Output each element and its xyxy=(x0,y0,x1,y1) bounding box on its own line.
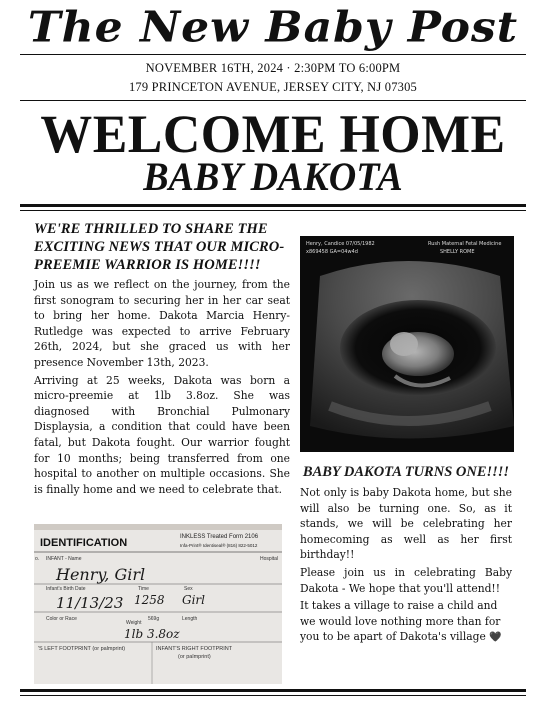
sonogram-header-right-1: Rush Maternal Fetal Medicine xyxy=(428,241,502,247)
heart-icon: 🖤 xyxy=(489,632,502,644)
story-kicker: WE'RE THRILLED TO SHARE THE EXCITING NEWS THAT OUR MICRO-PREEMIE WARRIOR IS HOME!!!! xyxy=(34,221,285,273)
id-card-title: IDENTIFICATION xyxy=(40,537,128,549)
id-card-photo xyxy=(34,524,282,684)
id-card-weight-label: Weight xyxy=(126,620,142,626)
rule-bottom-thick xyxy=(20,689,526,692)
rule-top xyxy=(20,54,526,55)
id-card-hospital-label: Hospital xyxy=(260,556,279,562)
id-card-brand: Infa-Print® Identiseal® (816) 822-5012 xyxy=(180,543,258,548)
story-paragraph-2: Arriving at 25 weeks, Dakota was born a micro-preemie at 1lb 3.8oz. She was diagnosed with Bronchial Pulmonary Displaysia, a condition that could have been fatal, but Dakota fought. Our warrior fought for 10 months; being transferred from one hospital to another on multiple occasions. She is finally home and we need to celebrate that. xyxy=(34,373,290,496)
id-card-infant-name: Henry, Girl xyxy=(56,565,146,584)
story-column xyxy=(34,220,290,499)
sonogram-header-right-2: SHELLY ROME xyxy=(440,249,475,255)
headline-baby-dakota: BABY DAKOTA xyxy=(143,154,403,199)
turns-one-paragraph-1: Not only is baby Dakota home, but she will also be turning one. So, as it stands, we will be celebrating her homecoming as well as her first birthday!! xyxy=(300,486,512,562)
sonogram-image xyxy=(300,236,514,452)
id-card-left-footprint: 'S LEFT FOOTPRINT (or palmprint) xyxy=(38,646,126,652)
id-card-birth-date-label: Infant's Birth Date xyxy=(46,586,86,592)
sonogram-header-left-2: x869458 GA=04w4d xyxy=(306,249,358,255)
id-card-sex: Girl xyxy=(182,593,205,607)
turns-one-paragraph-2: Please join us in celebrating Baby Dakota - We hope that you'll attend!! xyxy=(300,565,512,595)
id-card-right-footprint-2: (or palmprint) xyxy=(178,654,211,660)
id-card-weight: 1lb 3.8oz xyxy=(124,627,180,641)
id-card-infant-name-label: INFANT - Name xyxy=(46,556,82,562)
id-card-color-label: Color or Race xyxy=(46,616,77,622)
id-card-birth-date: 11/13/23 xyxy=(56,594,124,612)
rule-under-address xyxy=(20,100,526,101)
turns-one-subhead: BABY DAKOTA TURNS ONE!!!! xyxy=(302,464,510,480)
id-card-no-label: o. xyxy=(35,556,40,562)
id-card-length-label: Length xyxy=(182,616,198,622)
turns-one-paragraph-3 xyxy=(300,598,512,646)
masthead-title: The New Baby Post xyxy=(27,3,519,52)
event-address: 179 PRINCETON AVENUE, JERSEY CITY, NJ 07305 xyxy=(128,80,418,94)
event-date-time: NOVEMBER 16TH, 2024 · 2:30PM TO 6:00PM xyxy=(145,61,401,75)
id-card-right-footprint-1: INFANT'S RIGHT FOOTPRINT xyxy=(156,646,233,652)
rule-under-headline-thin xyxy=(20,210,526,211)
headline-welcome-home: WELCOME HOME xyxy=(40,104,506,164)
id-card-image xyxy=(34,524,282,684)
rule-under-headline-thick xyxy=(20,204,526,207)
id-card-time-label: Time xyxy=(138,586,149,592)
rule-bottom-thin xyxy=(20,695,526,696)
id-card-weight-grams: 569g xyxy=(148,616,160,622)
story-paragraph-1: Join us as we reflect on the journey, from the first sonogram to securing her in her car seat to bring her home. Dakota Marcia Henry-Rutledge was expected to arrive February 26th, 2024, but she graced us with her presence November 13th, 2023. xyxy=(34,278,290,369)
id-card-sex-label: Sex xyxy=(184,586,193,592)
turns-one-paragraph-3-text: It takes a village to raise a child and we would love nothing more than for you to be apart of Dakota's village xyxy=(300,599,501,644)
sonogram-header-left-1: Henry, Candice 07/05/1982 xyxy=(306,241,375,247)
turns-one-column xyxy=(300,463,512,648)
id-card-time: 1258 xyxy=(134,593,165,607)
id-card-form-name: INKLESS Treated Form 2106 xyxy=(180,534,259,540)
sonogram-photo xyxy=(300,236,514,452)
